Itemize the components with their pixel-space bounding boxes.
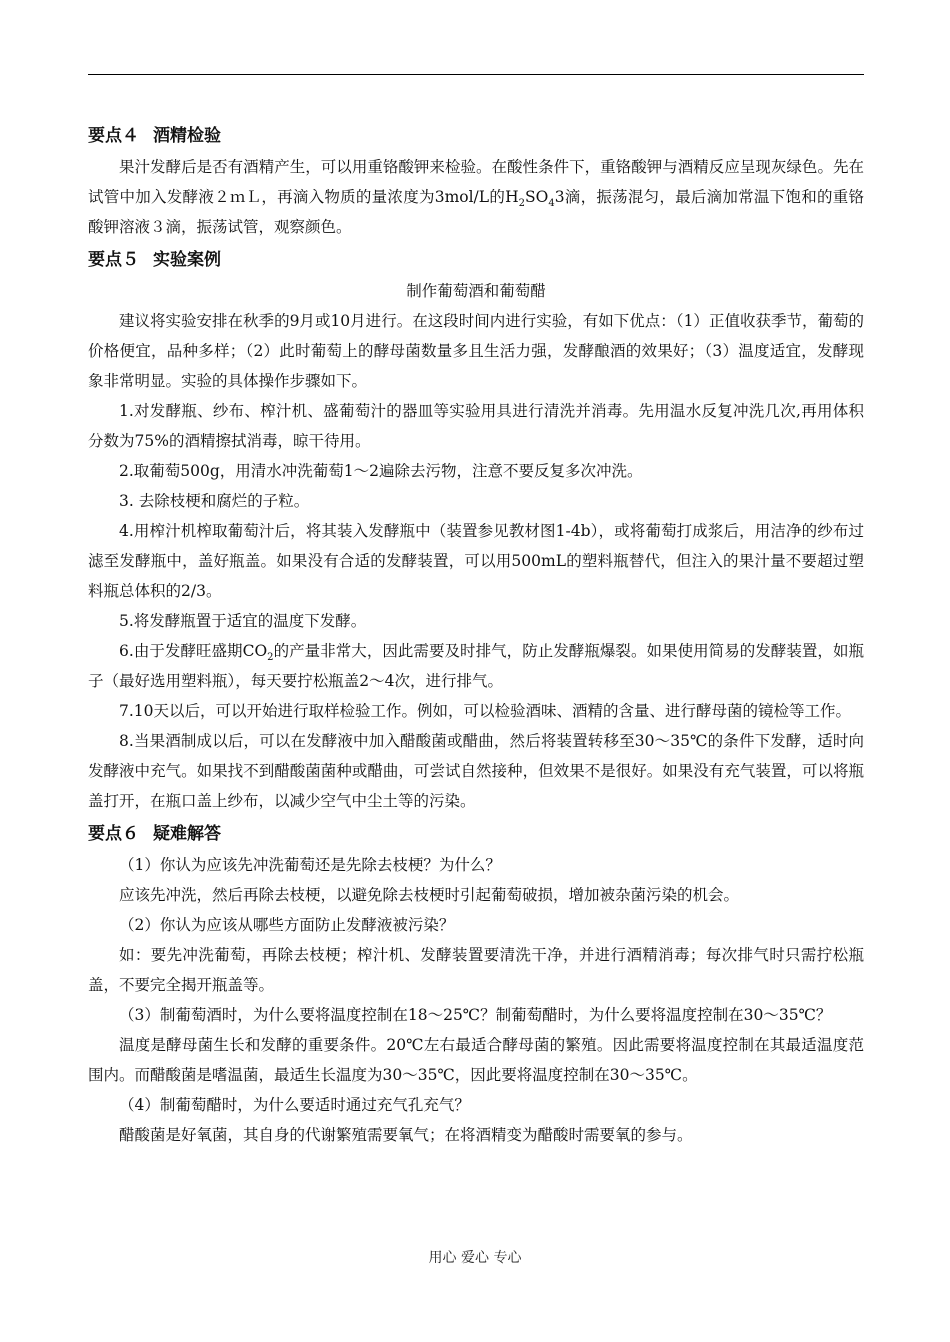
step-3: 3. 去除枝梗和腐烂的子粒。 <box>119 492 310 510</box>
step-8: 8.当果酒制成以后，可以在发酵液中加入醋酸菌或醋曲，然后将装置转移至30～35℃的条件下发酵，适时向发酵液中充气。如果找不到醋酸菌菌种或醋曲，可尝试自然接种，但效果不是很好。如果没有充气装置，可以将瓶盖打开，在瓶口盖上纱布，以减少空气中尘土等的污染。 <box>88 732 864 810</box>
section-4-number: 要点４ <box>88 126 139 146</box>
subscript: 2 <box>518 198 525 210</box>
section-4-paragraph <box>88 152 864 242</box>
section-5-heading <box>88 244 864 276</box>
step-1: 1.对发酵瓶、纱布、榨汁机、盛葡萄汁的器皿等实验用具进行清洗并消毒。先用温水反复冲洗几次,再用体积分数为75%的酒精擦拭消毒，晾干待用。 <box>88 402 864 450</box>
answer-4: 醋酸菌是好氧菌，其自身的代谢繁殖需要氧气；在将酒精变为醋酸时需要氧的参与。 <box>119 1126 693 1144</box>
document-body <box>88 118 864 1150</box>
section-5-intro: 建议将实验安排在秋季的9月或10月进行。在这段时间内进行实验，有如下优点：（1）正值收获季节，葡萄的价格便宜，品种多样；（2）此时葡萄上的酵母菌数量多且生活力强，发酵酿酒的效果好；（3）温度适宜，发酵现象非常明显。实验的具体操作步骤如下。 <box>88 312 864 390</box>
section-5-subtitle: 制作葡萄酒和葡萄醋 <box>406 282 546 300</box>
section-5-number: 要点５ <box>88 250 139 270</box>
step-4: 4.用榨汁机榨取葡萄汁后，将其装入发酵瓶中（装置参见教材图1-4b），或将葡萄打成浆后，用洁净的纱布过滤至发酵瓶中，盖好瓶盖。如果没有合适的发酵装置，可以用500mL的塑料瓶替代，但注入的果汁量不要超过塑料瓶总体积的2/3。 <box>88 522 864 600</box>
text-run: 果汁发酵后是否有酒精产生，可以用重铬酸钾来检验。在酸性条件下，重铬酸钾与酒精反应呈现灰绿色。先在试管中加入发酵液２ｍＬ，再滴入物质的量浓度为3mol/L的H <box>88 158 864 206</box>
header-rule <box>88 74 864 75</box>
text-run: SO <box>524 188 549 206</box>
text-run: 6.由于发酵旺盛期CO <box>119 642 268 660</box>
question-2: （2）你认为应该从哪些方面防止发酵液被污染？ <box>119 916 455 934</box>
step-6 <box>88 636 864 696</box>
step-5: 5.将发酵瓶置于适宜的温度下发酵。 <box>119 612 367 630</box>
text-run: 3滴，振荡混匀，最后滴加常温下饱和的重铬酸钾溶液３滴，振荡试管，观察颜色。 <box>88 188 864 236</box>
question-4: （4）制葡萄醋时，为什么要适时通过充气孔充气？ <box>119 1096 470 1114</box>
section-5-title: 实验案例 <box>153 250 221 270</box>
section-4-title: 酒精检验 <box>153 126 221 146</box>
section-6-title: 疑难解答 <box>153 824 221 844</box>
text-run: 的产量非常大，因此需要及时排气，防止发酵瓶爆裂。如果使用简易的发酵装置，如瓶子（最好选用塑料瓶），每天要拧松瓶盖2～4次，进行排气。 <box>88 642 864 690</box>
step-7: 7.10天以后，可以开始进行取样检验工作。例如，可以检验酒味、酒精的含量、进行酵母菌的镜检等工作。 <box>119 702 852 720</box>
answer-2: 如：要先冲洗葡萄，再除去枝梗；榨汁机、发酵装置要清洗干净，并进行酒精消毒；每次排气时只需拧松瓶盖，不要完全揭开瓶盖等。 <box>88 946 864 994</box>
section-6-heading <box>88 818 864 850</box>
subscript: 2 <box>267 652 274 664</box>
step-2: 2.取葡萄500g，用清水冲洗葡萄1～2遍除去污物，注意不要反复多次冲洗。 <box>119 462 643 480</box>
answer-1: 应该先冲洗，然后再除去枝梗，以避免除去枝梗时引起葡萄破损，增加被杂菌污染的机会。 <box>119 886 740 904</box>
question-1: （1）你认为应该先冲洗葡萄还是先除去枝梗？为什么？ <box>119 856 501 874</box>
question-3: （3）制葡萄酒时，为什么要将温度控制在18～25℃？制葡萄醋时，为什么要将温度控制在30～35℃？ <box>119 1006 832 1024</box>
subscript: 4 <box>548 198 555 210</box>
page-footer: 用心 爱心 专心 <box>428 1250 522 1266</box>
section-6-number: 要点６ <box>88 824 139 844</box>
answer-3: 温度是酵母菌生长和发酵的重要条件。20℃左右最适合酵母菌的繁殖。因此需要将温度控制在其最适温度范围内。而醋酸菌是嗜温菌，最适生长温度为30～35℃，因此要将温度控制在30～35℃。 <box>88 1036 864 1084</box>
section-4-heading <box>88 120 864 152</box>
